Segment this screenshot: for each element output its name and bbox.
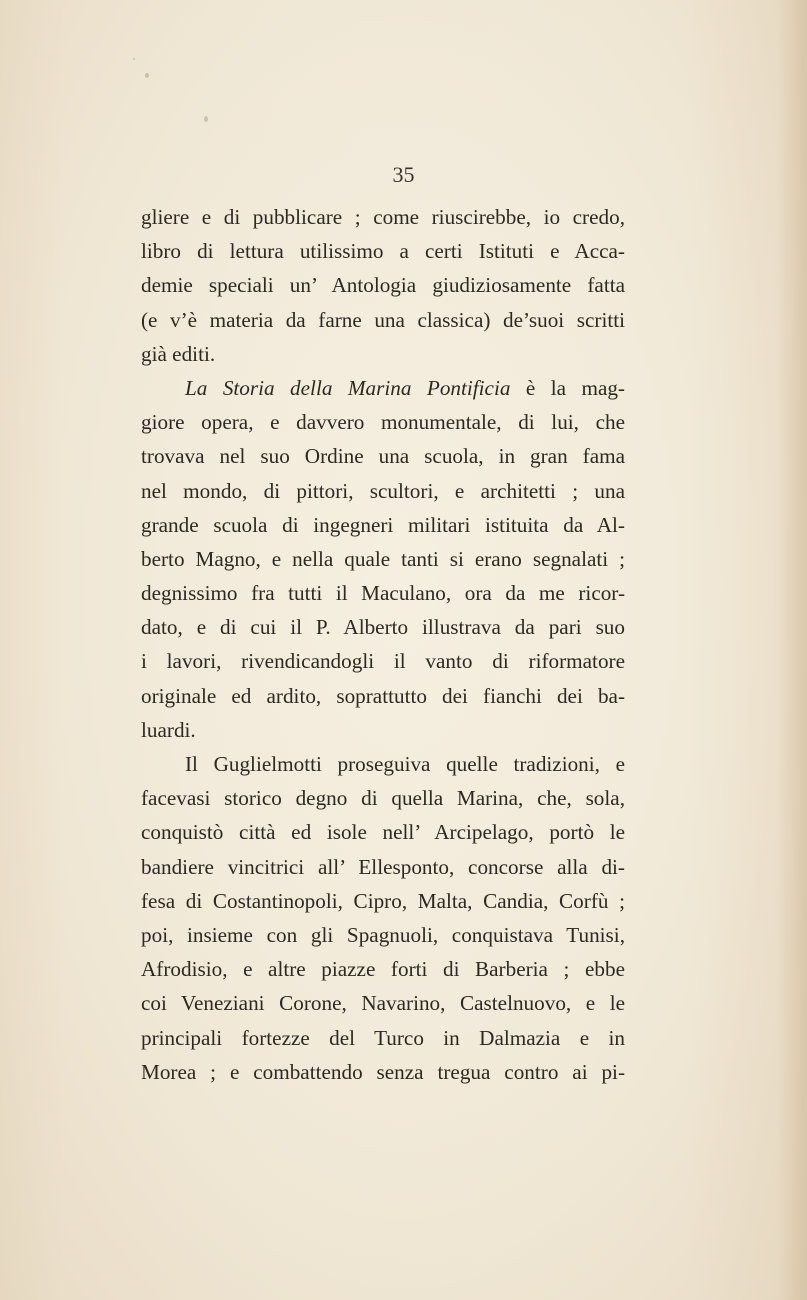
text-line: coi Veneziani Corone, Navarino, Castelnuovo, e le [141,991,625,1016]
text-line: dato, e di cui il P. Alberto illustrava da pari suo [141,615,625,640]
text-line: gliere e di pubblicare ; come riuscirebbe, io credo, [141,205,625,229]
text-line: principali fortezze del Turco in Dalmazia e in [141,1025,625,1050]
text-line: trovava nel suo Ordine una scuola, in gran fama [141,444,625,469]
text-line: bandiere vincitrici all’ Ellesponto, concorse alla di- [141,854,625,879]
foxing-spot [145,73,149,78]
text-line: La Storia della Marina Pontificia è la mag- [185,375,625,400]
text-line: Afrodisio, e altre piazze forti di Barberia ; ebbe [141,957,625,982]
text-line: libro di lettura utilissimo a certi Istituti e Acca- [141,239,625,264]
text-line: (e v’è materia da farne una classica) de’suoi scritti [141,307,625,332]
text-line: originale ed ardito, soprattutto dei fianchi dei ba- [141,683,625,708]
text-line: grande scuola di ingegneri militari istituita da Al- [141,512,625,537]
book-title: La Storia della Marina Pontificia [185,375,511,400]
text-line: fesa di Costantinopoli, Cipro, Malta, Candia, Corfù ; [141,888,625,913]
text-line: poi, insieme con gli Spagnuoli, conquistava Tunisi, [141,922,625,947]
text-line: facevasi storico degno di quella Marina, che, sola, [141,786,625,811]
body-text [141,200,625,1089]
text-line: luardi. [141,717,196,742]
text-line: berto Magno, e nella quale tanti si erano segnalati ; [141,546,625,571]
text-line: i lavori, rivendicandogli il vanto di riformatore [141,649,625,674]
text-line: Il Guglielmotti proseguiva quelle tradizioni, e [185,752,625,776]
text-line: demie speciali un’ Antologia giudiziosamente fatta [141,273,625,298]
text-line: degnissimo fra tutti il Maculano, ora da me ricor- [141,581,625,606]
text-line: giore opera, e davvero monumentale, di lui, che [141,410,625,435]
text-line: nel mondo, di pittori, scultori, e architetti ; una [141,478,625,503]
foxing-spot [133,58,135,60]
page-number: 35 [392,162,415,187]
page-edge-shadow [777,0,807,1300]
text-line: conquistò città ed isole nell’ Arcipelago, portò le [141,820,625,845]
text-line: Morea ; e combattendo senza tregua contro ai pi- [141,1059,625,1084]
foxing-spot [204,116,208,122]
text-line: già editi. [141,341,216,366]
